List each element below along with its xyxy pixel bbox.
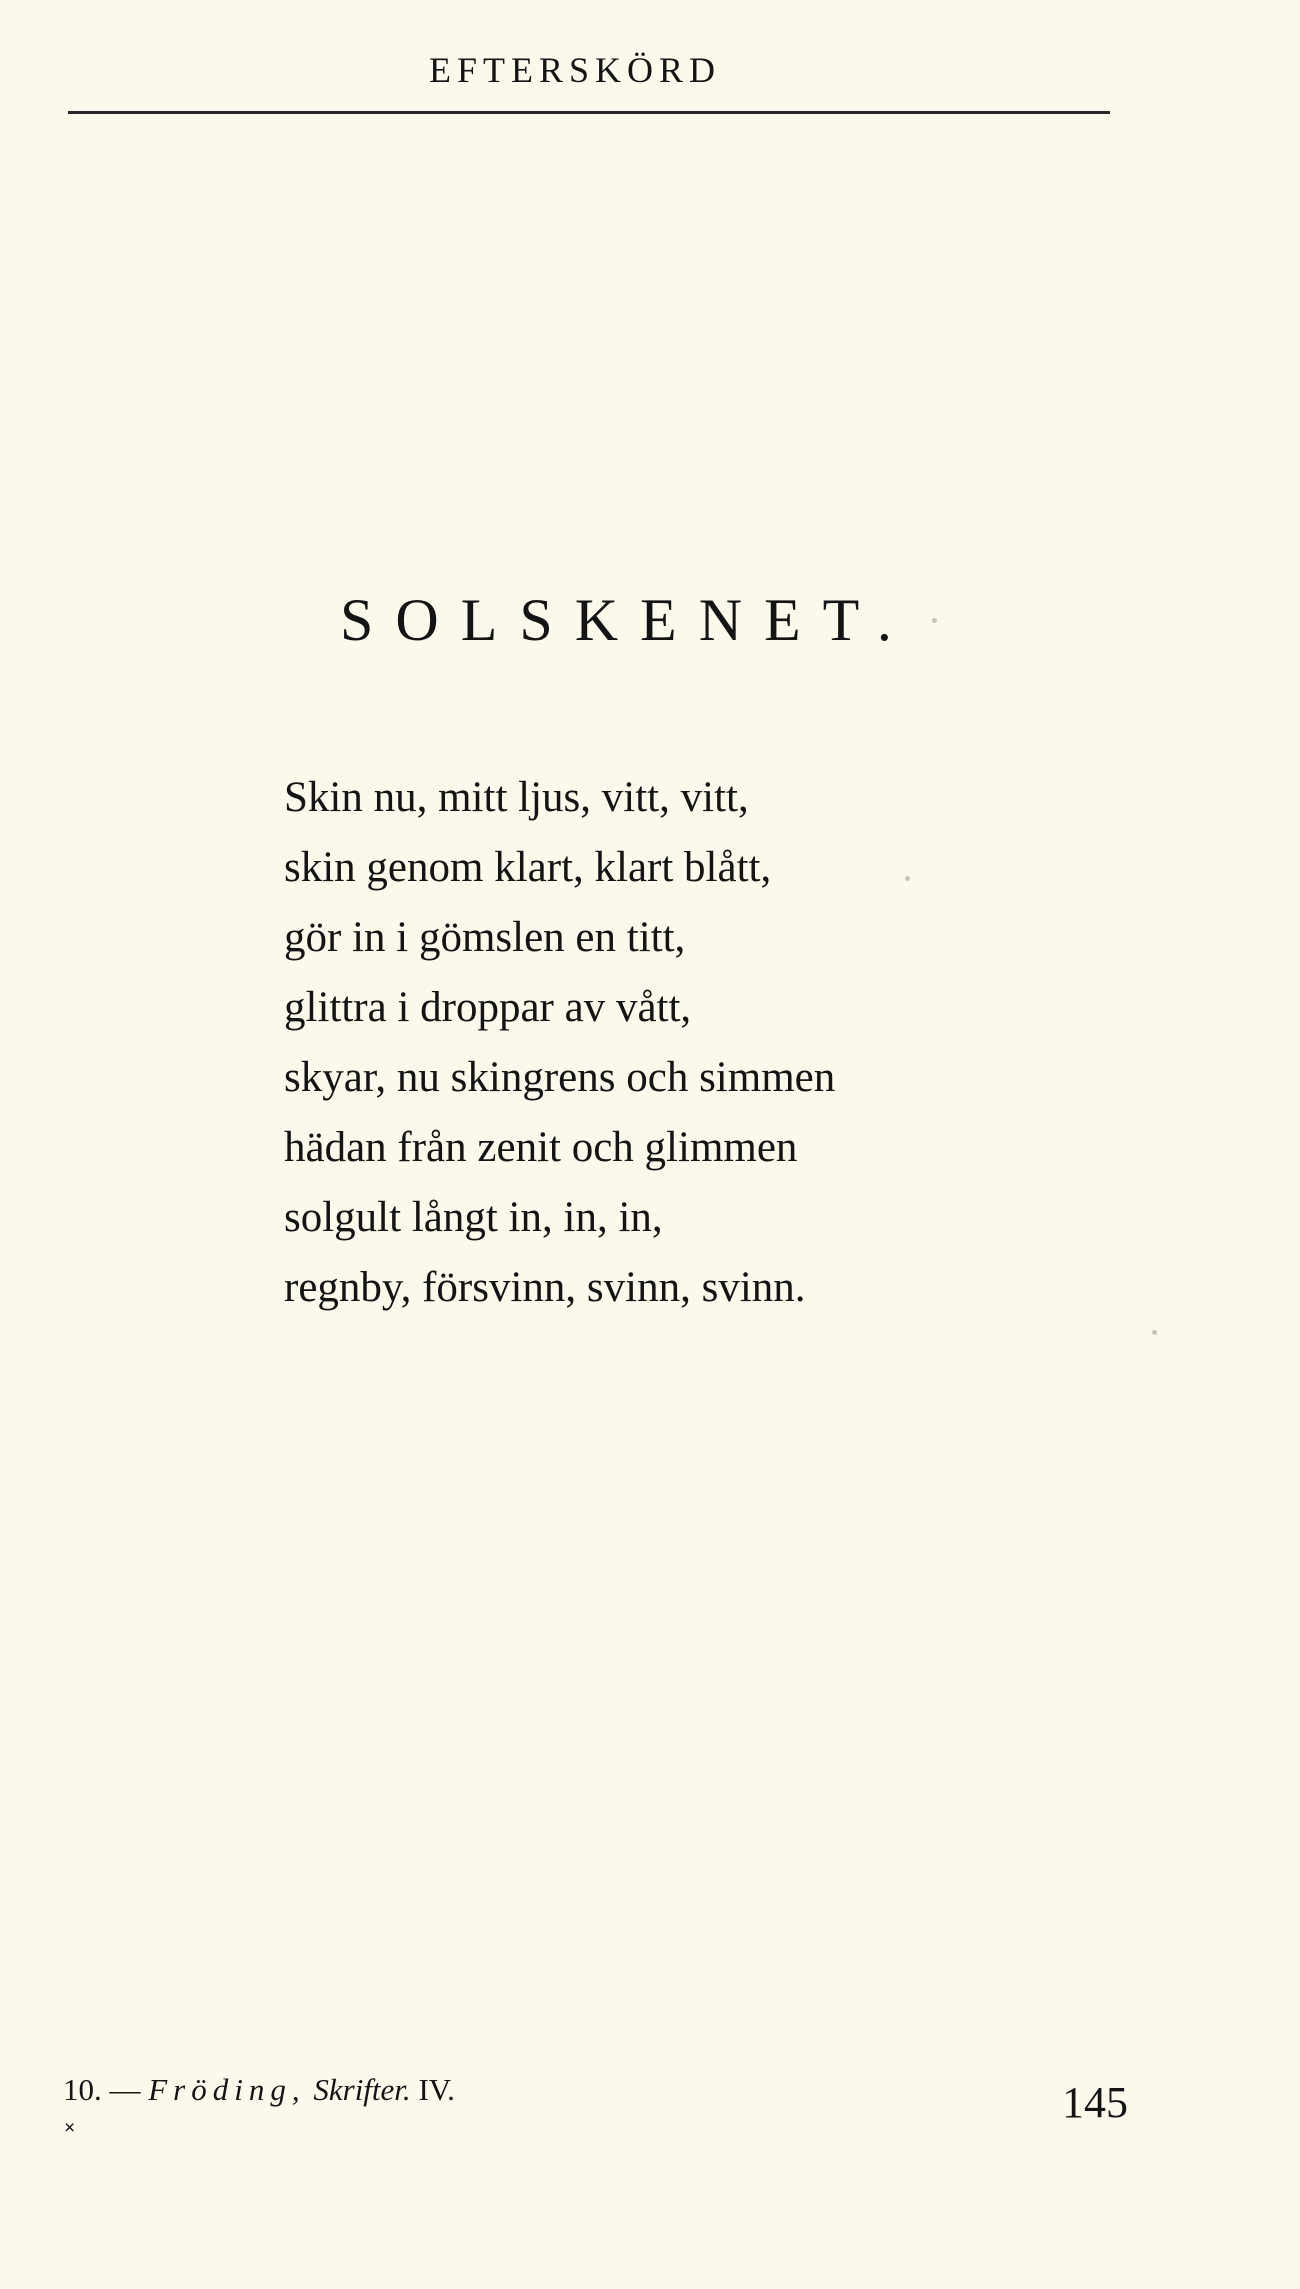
poem-line: gör in i gömslen en titt, (284, 914, 686, 961)
poem-line: Skin nu, mitt ljus, vitt, vitt, (284, 774, 749, 821)
footer-signature (63, 2072, 455, 2108)
running-head: EFTERSKÖRD (428, 50, 722, 90)
poem-line: hädan från zenit och glimmen (284, 1124, 798, 1171)
page-number: 145 (1062, 2078, 1128, 2127)
author-name: Fröding, (148, 2072, 306, 2107)
poem-line: skin genom klart, klart blått, (284, 844, 772, 891)
paper-speck (932, 618, 937, 623)
work-title: Skrifter. (313, 2072, 411, 2107)
paper-speck (1152, 1330, 1157, 1335)
poem-line: skyar, nu skingrens och simmen (284, 1054, 836, 1101)
poem-title: SOLSKENET. (340, 587, 914, 653)
poem-line: glittra i droppar av vått, (284, 984, 692, 1031)
paper-speck (905, 876, 910, 881)
poem-line: regnby, försvinn, svinn, svinn. (284, 1264, 806, 1311)
signature-number: 10. (63, 2072, 102, 2107)
signature-dash: — (109, 2072, 141, 2107)
poem-line: solgult långt in, in, in, (284, 1194, 663, 1241)
volume-number: IV. (418, 2072, 455, 2107)
poem-stanza (284, 763, 835, 1323)
signature-mark: × (64, 2117, 76, 2139)
header-rule (68, 111, 1110, 114)
